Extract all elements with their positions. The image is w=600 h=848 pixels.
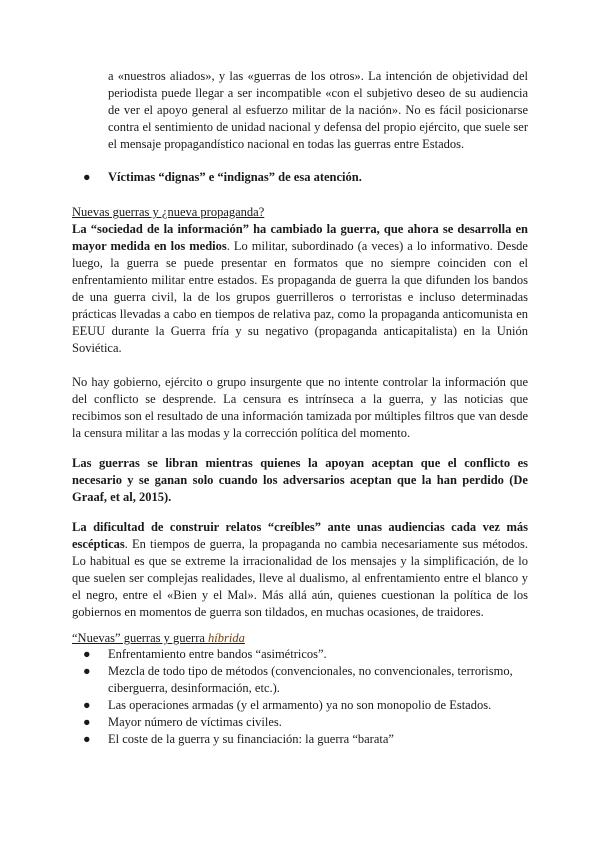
hybrid-war-bullet-list (83, 646, 548, 748)
list-item-text: Mezcla de todo tipo de métodos (convencionales, no convencionales, terrorismo, ciberguerra, desinformación, etc.). (108, 664, 513, 695)
paragraph-censorship: No hay gobierno, ejército o grupo insurgente que no intente controlar la información que del conflicto se desprende. La censura es intrínseca a la guerra, y las noticias que recibimos son el resultado de una información tamizada por múltiples filtros que van desde la censura militar a las modas y la corrección política del momento. (72, 375, 528, 440)
paragraph-body: . Lo militar, subordinado (a veces) a lo informativo. Desde luego, la guerra se puede presentar en formatos que no siempre coinciden con el enfrentamiento militar entre estados. Es propaganda de guerra la que difunden los bandos de una guerra civil, la de los grupos guerrilleros o terroristas e incluso determinadas prácticas llevadas a cabo en tiempos de relativa paz, como la propaganda anticomunista en EEUU durante la Guerra fría y su negativo (propaganda anticapitalista) en la Unión Soviética. (72, 239, 528, 355)
intro-bullet-item (83, 169, 528, 186)
intro-continuation-paragraph: a «nuestros aliados», y las «guerras de los otros». La intención de objetividad del periodista puede llegar a ser incompatible «con el subjetivo deseo de su audiencia de ver el apoyo general al esfuerzo militar de la nación». No es fácil posicionarse contra el sentimiento de unidad nacional y defensa del propio ejército, que suele ser el mensaje propagandístico nacional en todas las guerras entre Estados. (108, 69, 528, 151)
list-item-text: El coste de la guerra y su financiación: la guerra “barata” (108, 732, 394, 746)
paragraph-information-society (72, 221, 528, 357)
list-item-text: Enfrentamiento entre bandos “asimétricos”. (108, 647, 327, 661)
bullet-icon: ● (83, 698, 91, 712)
list-item (83, 731, 548, 748)
section-heading-new-wars: Nuevas guerras y ¿nueva propaganda? (72, 205, 265, 219)
paragraph-bold-lead: La “sociedad de la información” ha cambiado la guerra, que ahora se desarrolla en mayor medida en los medios (72, 222, 528, 253)
list-item-text: Mayor número de víctimas civiles. (108, 715, 282, 729)
heading-italic-text: híbrida (208, 631, 245, 645)
bullet-icon: ● (83, 170, 91, 184)
bullet-icon: ● (83, 732, 91, 746)
paragraph-wars-won-lost: Las guerras se libran mientras quienes la apoyan aceptan que el conflicto es necesario y se ganan solo cuando los adversarios aceptan que la han perdido (De Graaf, et al, 2015). (72, 456, 528, 504)
list-item (83, 697, 548, 714)
intro-bullet-text: Víctimas “dignas” e “indignas” de esa atención. (108, 170, 362, 184)
section-heading-hybrid-war (72, 630, 245, 647)
paragraph-bold-lead: La dificultad de construir relatos “creíbles” ante unas audiencias cada vez más escépticas (72, 520, 528, 551)
list-item (83, 646, 548, 663)
paragraph-credible-narratives (72, 519, 528, 621)
list-item-text: Las operaciones armadas (y el armamento) ya no son monopolio de Estados. (108, 698, 492, 712)
bullet-icon: ● (83, 664, 91, 678)
bullet-icon: ● (83, 647, 91, 661)
list-item (83, 663, 548, 697)
paragraph-body: . En tiempos de guerra, la propaganda no cambia necesariamente sus métodos. Lo habitual es que se extreme la irracionalidad de los mensajes y la simplificación, de lo que suelen ser complejas realidades, lleve al dualismo, al enfrentamiento entre el blanco y el negro, entre el «Bien y el Mal». Más allá aún, quienes cuestionan la política de los gobiernos en momentos de guerra son tildados, en muchas ocasiones, de traidores. (72, 537, 528, 619)
list-item (83, 714, 548, 731)
heading-main-text: “Nuevas” guerras y guerra (72, 631, 209, 645)
bullet-icon: ● (83, 715, 91, 729)
